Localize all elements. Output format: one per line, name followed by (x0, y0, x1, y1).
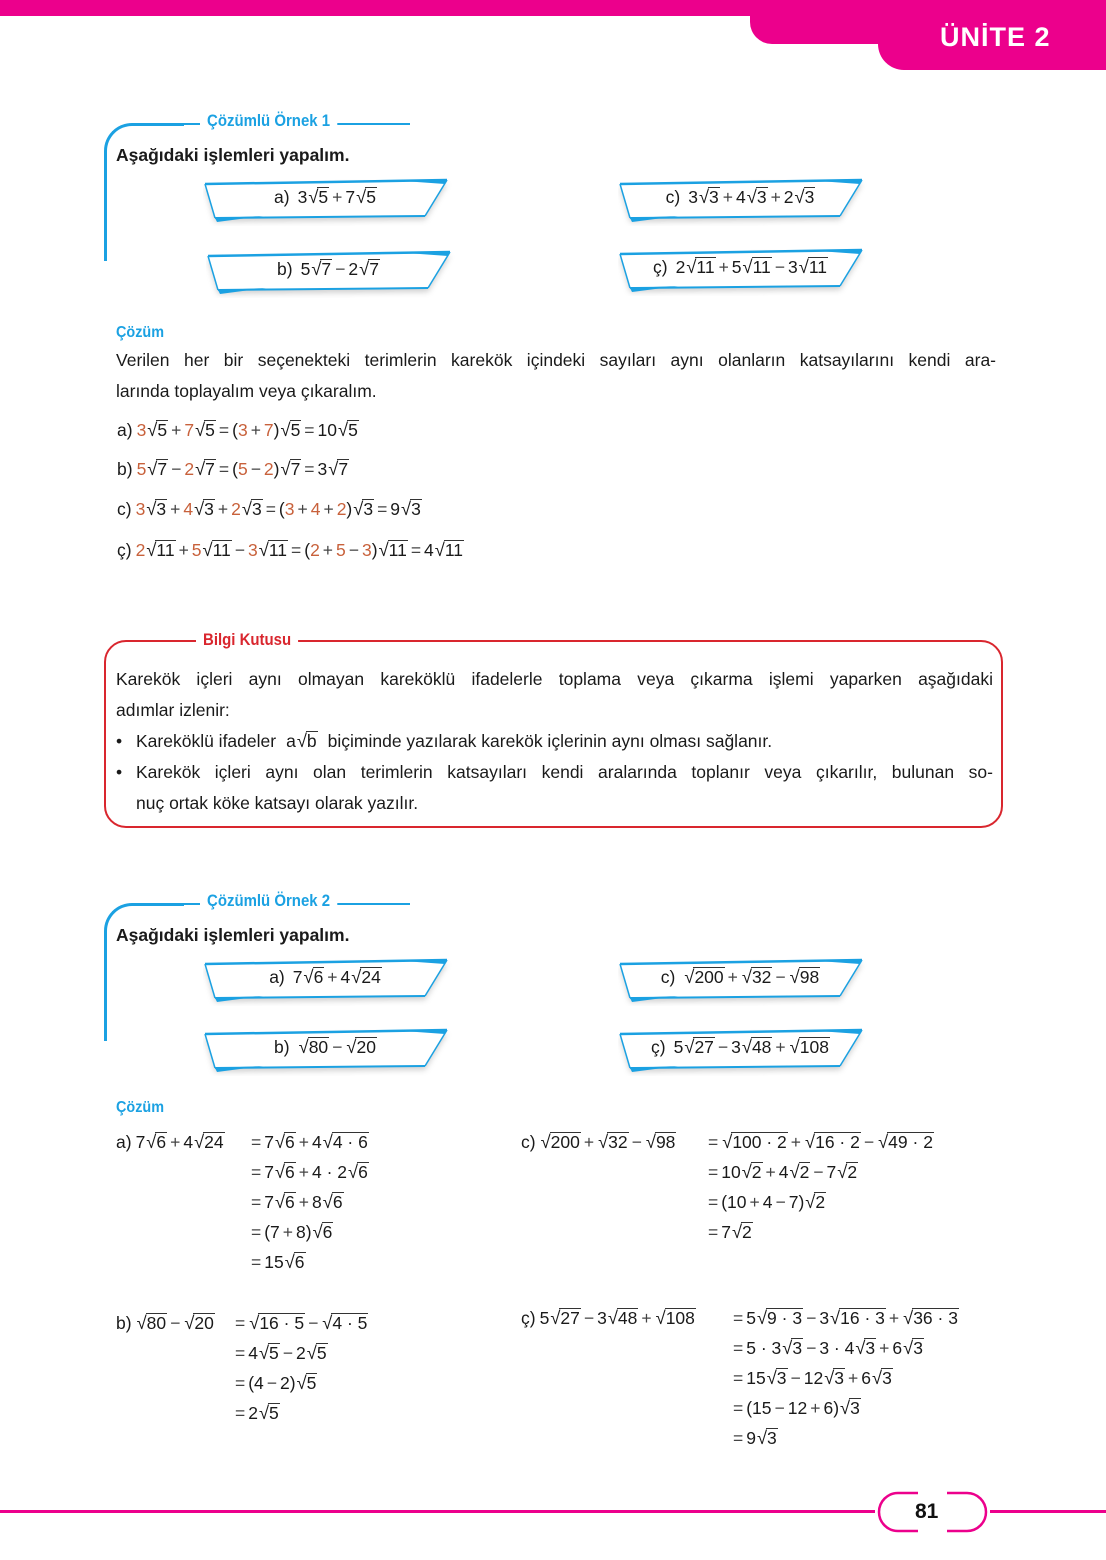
math-expression: = 5 · 3 √ 3 − 3 · 4 √ 3 + 6 √ 3 (733, 1337, 923, 1358)
radical-icon: √ (789, 966, 800, 987)
radical-icon: √ (782, 1337, 793, 1358)
radical-icon: √ (722, 1131, 733, 1152)
square-root: √ 7 (147, 458, 168, 479)
radical-icon: √ (741, 966, 752, 987)
square-root: √ 27 (550, 1307, 580, 1328)
square-root: √ 3 (194, 498, 214, 519)
radical-icon: √ (903, 1307, 914, 1328)
radical-icon: √ (903, 1337, 914, 1358)
info-box-intro (116, 664, 993, 726)
derivation-step (232, 1372, 317, 1394)
bullet-2-line-1: Karekök içleri aynı olan terimlerin katsayıları kendi aralarında toplanır veya çıkarılır, bulunan so- (136, 762, 993, 782)
radical-icon: √ (698, 186, 710, 207)
derivation-step (248, 1191, 344, 1213)
plate-text (618, 178, 863, 216)
math-expression: = 7 √ 6 + 4 · 2 √ 6 (251, 1161, 368, 1182)
info-bullet-2 (116, 757, 993, 819)
radical-icon: √ (684, 1036, 695, 1057)
square-root: √ 6 (348, 1161, 368, 1182)
item-label: ç) (117, 540, 132, 560)
math-expression: 3 √ 3 + 4 √ 3 + 2 √ 3 = ( 3 + 4 + 2 ) √ 3 = 9 √ 3 (135, 498, 421, 519)
square-root: √ 80 (298, 1036, 329, 1057)
math-expression: = 9 √ 3 (733, 1427, 777, 1448)
example1-solution-a (117, 419, 359, 441)
solution-text-line-1: Verilen her bir seçenekteki terimlerin karekök içindeki sayıları aynı olanların katsayılarını kendi ara- (116, 350, 996, 370)
square-root: √ 7 (359, 258, 379, 279)
square-root: √ 108 (655, 1307, 695, 1328)
example1-problem-a (203, 178, 448, 220)
example1-problem-b (206, 250, 451, 292)
bullet-1-math (286, 730, 318, 752)
math-expression: = 15 √ 6 (251, 1251, 305, 1272)
square-root: √ 6 (274, 1191, 295, 1212)
item-label: b) (274, 1036, 290, 1057)
square-root: √ 3 (872, 1367, 892, 1388)
square-root: √ 3 (401, 498, 421, 519)
bullet-icon: • (116, 731, 123, 751)
page-number: 81 (915, 1500, 939, 1523)
square-root: √ 2 (741, 1161, 762, 1182)
math-expression: = √ 100 · 2 + √ 16 · 2 − √ 49 · 2 (708, 1131, 933, 1152)
derivation-step (232, 1342, 328, 1364)
plate-text (203, 958, 448, 996)
bullet-1-text-after: biçiminde yazılarak karekök içlerinin aynı olması sağlanır. (327, 731, 773, 751)
radical-icon: √ (741, 1036, 752, 1057)
square-root: √ 200 (684, 966, 724, 987)
item-label: a) (116, 1132, 132, 1152)
radical-icon: √ (540, 1131, 551, 1152)
math-expression: √ 80 − √ 20 (136, 1312, 214, 1333)
square-root: √ 3 (782, 1337, 803, 1358)
derivation-step (705, 1131, 934, 1153)
derivation-step (730, 1367, 893, 1389)
radical-icon: √ (303, 966, 314, 987)
example1-solution-b (117, 458, 349, 480)
example1-solution-text (116, 345, 996, 407)
square-root: √ 9 · 3 (756, 1307, 803, 1328)
radical-icon: √ (184, 1312, 195, 1333)
radical-icon: √ (789, 1161, 800, 1182)
square-root: √ 4 · 6 (322, 1131, 368, 1152)
radical-icon: √ (878, 1131, 889, 1152)
math-expression: = (10 + 4 − 7) √ 2 (708, 1191, 826, 1212)
square-root: √ 5 (258, 1402, 279, 1423)
math-expression: 3 √ 3 + 4 √ 3 + 2 √ 3 (688, 186, 815, 207)
radical-icon: √ (136, 1312, 147, 1333)
item-label: c) (665, 186, 681, 207)
square-root: √ 5 (356, 186, 376, 207)
radical-icon: √ (684, 966, 695, 987)
example2-title: Çözümlü Örnek 2 (200, 891, 337, 911)
radical-icon: √ (731, 1221, 743, 1242)
bullet-icon: • (116, 762, 123, 782)
radical-icon: √ (258, 1402, 270, 1423)
square-root: √ 6 (146, 1131, 167, 1152)
square-root: √ 3 (756, 1427, 777, 1448)
square-root: √ 3 (698, 186, 719, 207)
radical-icon: √ (195, 458, 206, 479)
radical-icon: √ (280, 458, 291, 479)
example2-problem-b (203, 1028, 448, 1070)
math-expression: = 7 √ 6 + 8 √ 6 (251, 1191, 343, 1212)
math-expression: = √ 16 · 5 − √ 4 · 5 (235, 1312, 368, 1333)
radical-icon: √ (312, 1221, 323, 1242)
example2-instruction: Aşağıdaki işlemleri yapalım. (116, 925, 350, 945)
square-root: √ 49 · 2 (878, 1131, 933, 1152)
math-expression: 5 √ 7 − 2 √ 7 (300, 258, 379, 279)
derivation-lhs (116, 1131, 225, 1153)
radical-icon: √ (322, 1191, 333, 1212)
radical-icon: √ (756, 1427, 768, 1448)
radical-icon: √ (830, 1307, 841, 1328)
radical-icon: √ (274, 1131, 286, 1152)
derivation-step (730, 1307, 959, 1329)
square-root: √ 7 (280, 458, 301, 479)
square-root: √ 5 (258, 1342, 279, 1363)
square-root: √ 2 (789, 1161, 810, 1182)
square-root: √ 48 (741, 1036, 772, 1057)
square-root: √ 7 (195, 458, 215, 479)
math-expression: 2 √ 11 + 5 √ 11 − 3 √ 11 (675, 256, 827, 277)
square-root: √ 6 (312, 1221, 333, 1242)
radical-icon: √ (296, 1372, 307, 1393)
radical-icon: √ (306, 1342, 317, 1363)
square-root: √ 3 (353, 498, 374, 519)
square-root: √ 20 (346, 1036, 376, 1057)
example1-solution-cc (117, 539, 464, 561)
math-expression: 5 √ 27 − 3 √ 48 + √ 108 (539, 1307, 695, 1328)
square-root: √ 32 (598, 1131, 628, 1152)
radical-icon: √ (346, 1036, 357, 1057)
square-root: √ 11 (202, 539, 231, 560)
unit-label: ÜNİTE 2 (940, 22, 1051, 52)
square-root: √ 20 (184, 1312, 214, 1333)
item-label: a) (117, 420, 133, 440)
example2-problem-a (203, 958, 448, 1000)
item-label: b) (116, 1313, 132, 1333)
square-root: √ 3 (794, 186, 815, 207)
radical-icon: √ (789, 1036, 800, 1057)
info-intro-line-2: adımlar izlenir: (116, 700, 230, 720)
math-expression: = 5 √ 9 · 3 − 3 √ 16 · 3 + √ 36 · 3 (733, 1307, 958, 1328)
derivation-step (232, 1312, 368, 1334)
radical-icon: √ (274, 1161, 286, 1182)
radical-icon: √ (378, 539, 389, 560)
radical-icon: √ (328, 458, 339, 479)
math-expression: √ 200 + √ 32 − √ 98 (684, 966, 820, 987)
radical-icon: √ (146, 498, 157, 519)
square-root: √ 24 (194, 1131, 224, 1152)
radical-icon: √ (550, 1307, 561, 1328)
radical-icon: √ (311, 258, 322, 279)
example2-problem-cc (618, 1028, 863, 1070)
square-root: √ 80 (136, 1312, 167, 1333)
math-expression: = 7 √ 6 + 4 √ 4 · 6 (251, 1131, 368, 1152)
item-label: b) (277, 258, 293, 279)
radical-icon: √ (837, 1161, 848, 1182)
radical-icon: √ (840, 1397, 851, 1418)
math-expression: 3 √ 5 + 7 √ 5 (297, 186, 376, 207)
radical-icon: √ (296, 730, 307, 751)
derivation-step (248, 1131, 369, 1153)
radical-icon: √ (146, 539, 157, 560)
math-expression: 3 √ 5 + 7 √ 5 = ( 3 + 7 ) √ 5 = 10 √ 5 (136, 419, 358, 440)
radical-icon: √ (824, 1367, 835, 1388)
derivation-step (730, 1397, 861, 1419)
square-root: √ 98 (645, 1131, 676, 1152)
radical-icon: √ (195, 419, 206, 440)
radical-icon: √ (146, 1131, 157, 1152)
radical-icon: √ (258, 1342, 270, 1363)
footer-line-right (990, 1510, 1106, 1513)
square-root: √ 6 (284, 1251, 305, 1272)
square-root: √ 108 (789, 1036, 829, 1057)
radical-icon: √ (249, 1312, 260, 1333)
item-label: c) (660, 966, 676, 987)
math-expression: √ 200 + √ 32 − √ 98 (540, 1131, 676, 1152)
radical-icon: √ (353, 498, 364, 519)
radical-icon: √ (194, 498, 205, 519)
square-root: √ 4 · 5 (322, 1312, 368, 1333)
square-root: √ 3 (824, 1367, 845, 1388)
square-root: √ 3 (855, 1337, 876, 1358)
math-expression: 5 √ 7 − 2 √ 7 = ( 5 − 2 ) √ 7 = 3 √ 7 (136, 458, 349, 479)
info-intro-line-1: Karekök içleri aynı olmayan kareköklü ifadelerle toplama veya çıkarma işlemi yaparken aşağıdaki (116, 669, 993, 689)
radical-icon: √ (348, 1161, 359, 1182)
square-root: √ 11 (146, 539, 175, 560)
derivation-step (248, 1251, 306, 1273)
radical-icon: √ (434, 539, 445, 560)
radical-icon: √ (401, 498, 412, 519)
math-expression: = (4 − 2) √ 5 (235, 1372, 317, 1393)
derivation-lhs (116, 1312, 215, 1334)
radical-icon: √ (322, 1312, 333, 1333)
radical-icon: √ (655, 1307, 666, 1328)
math-expression: 2 √ 11 + 5 √ 11 − 3 √ 11 = ( 2 + 5 − 3 ) √ 11 = 4 √ 11 (135, 539, 464, 560)
radical-icon: √ (322, 1131, 333, 1152)
radical-icon: √ (351, 966, 362, 987)
radical-icon: √ (202, 539, 213, 560)
radical-icon: √ (766, 1367, 777, 1388)
radical-icon: √ (338, 419, 349, 440)
square-root: √ 6 (303, 966, 324, 987)
radical-icon: √ (742, 256, 753, 277)
square-root: √ 5 (147, 419, 168, 440)
radical-icon: √ (872, 1367, 883, 1388)
item-label: c) (521, 1132, 536, 1152)
square-root: √ 100 · 2 (722, 1131, 787, 1152)
square-root: √ 5 (280, 419, 301, 440)
info-box-title: Bilgi Kutusu (196, 630, 298, 650)
derivation-lhs (521, 1307, 696, 1329)
plate-text (618, 958, 863, 996)
square-root: √ 32 (741, 966, 772, 987)
example1-solution-title: Çözüm (116, 324, 164, 341)
square-root: √ 16 · 3 (830, 1307, 885, 1328)
derivation-step (705, 1161, 858, 1183)
radical-icon: √ (794, 186, 805, 207)
radical-icon: √ (194, 1131, 205, 1152)
square-root: √ 16 · 2 (805, 1131, 860, 1152)
square-root: √ 3 (840, 1397, 860, 1418)
plate-text (203, 1028, 448, 1066)
example1-problem-c (618, 178, 863, 220)
square-root: √ 3 (766, 1367, 787, 1388)
radical-icon: √ (686, 256, 697, 277)
derivation-step (730, 1427, 778, 1449)
square-root: √ 7 (311, 258, 332, 279)
math-expression: = (7 + 8) √ 6 (251, 1221, 333, 1242)
square-root: √ 200 (540, 1131, 580, 1152)
example2-frame (104, 903, 184, 1041)
radical-icon: √ (147, 419, 158, 440)
radical-icon: √ (147, 458, 158, 479)
radical-icon: √ (798, 256, 809, 277)
square-root: √ 5 (296, 1372, 317, 1393)
radical-icon: √ (308, 186, 319, 207)
example2-solution-title: Çözüm (116, 1099, 164, 1116)
derivation-step (705, 1191, 826, 1213)
math-expression: = 10 √ 2 + 4 √ 2 − 7 √ 2 (708, 1161, 858, 1182)
radical-icon: √ (607, 1307, 618, 1328)
derivation-lhs (521, 1131, 676, 1153)
plate-text (206, 250, 451, 288)
square-root: √ 6 (274, 1161, 295, 1182)
bullet-2-line-2: nuç ortak köke katsayı olarak yazılır. (136, 793, 419, 813)
radical-icon: √ (241, 498, 252, 519)
radical-icon: √ (258, 539, 269, 560)
square-root: √ 16 · 5 (249, 1312, 305, 1333)
plate-text (203, 178, 448, 216)
radical-icon: √ (805, 1131, 816, 1152)
example1-solution-c (117, 498, 422, 520)
radical-icon: √ (645, 1131, 656, 1152)
math-expression: a √ b (286, 730, 317, 751)
square-root: √ 48 (607, 1307, 638, 1328)
square-root: √ 11 (434, 539, 464, 560)
item-label: a) (269, 966, 285, 987)
example1-problem-cc (618, 248, 863, 290)
radical-icon: √ (598, 1131, 609, 1152)
item-label: ç) (653, 256, 668, 277)
math-expression: = 7 √ 2 (708, 1221, 752, 1242)
derivation-step (705, 1221, 753, 1243)
square-root: √ 5 (195, 419, 215, 440)
radical-icon: √ (855, 1337, 866, 1358)
square-root: √ 5 (338, 419, 358, 440)
solution-text-line-2: larında toplayalım veya çıkaralım. (116, 381, 377, 401)
radical-icon: √ (298, 1036, 309, 1057)
math-expression: 7 √ 6 + 4 √ 24 (292, 966, 381, 987)
square-root: √ 7 (328, 458, 349, 479)
example1-frame (104, 123, 184, 261)
derivation-step (248, 1221, 333, 1243)
math-expression: √ 80 − √ 20 (298, 1036, 376, 1057)
math-expression: = 4 √ 5 − 2 √ 5 (235, 1342, 327, 1363)
square-root: √ 6 (322, 1191, 343, 1212)
square-root: √ 5 (306, 1342, 327, 1363)
square-root: √ 2 (805, 1191, 826, 1212)
bullet-1-text-before: Kareköklü ifadeler (136, 731, 277, 751)
square-root: √ 5 (308, 186, 329, 207)
math-expression: = (15 − 12 + 6) √ 3 (733, 1397, 860, 1418)
math-expression: 5 √ 27 − 3 √ 48 + √ 108 (673, 1036, 829, 1057)
radical-icon: √ (359, 258, 370, 279)
item-label: a) (274, 186, 290, 207)
radical-icon: √ (284, 1251, 295, 1272)
info-bullet-1 (116, 730, 772, 752)
derivation-step (248, 1161, 369, 1183)
radical-icon: √ (741, 1161, 752, 1182)
item-label: ç) (521, 1308, 536, 1328)
square-root: √ 3 (146, 498, 167, 519)
plate-text (618, 1028, 863, 1066)
math-expression: = 15 √ 3 − 12 √ 3 + 6 √ 3 (733, 1367, 892, 1388)
item-label: c) (117, 499, 132, 519)
item-label: ç) (651, 1036, 666, 1057)
square-root: √ 2 (731, 1221, 752, 1242)
radical-icon: √ (746, 186, 757, 207)
square-root: √ 27 (684, 1036, 714, 1057)
square-root: √ 24 (351, 966, 381, 987)
radical-icon: √ (280, 419, 291, 440)
radical-icon: √ (756, 1307, 768, 1328)
example1-title: Çözümlü Örnek 1 (200, 111, 337, 131)
derivation-step (232, 1402, 280, 1424)
square-root: √ 11 (258, 539, 287, 560)
plate-text (618, 248, 863, 286)
square-root: √ 3 (903, 1337, 923, 1358)
item-label: b) (117, 459, 133, 479)
radical-icon: √ (356, 186, 367, 207)
derivation-step (730, 1337, 924, 1359)
radical-icon: √ (805, 1191, 816, 1212)
square-root: √ b (296, 730, 317, 751)
square-root: √ 11 (742, 256, 771, 277)
square-root: √ 6 (274, 1131, 295, 1152)
example1-instruction: Aşağıdaki işlemleri yapalım. (116, 145, 350, 165)
example2-problem-c (618, 958, 863, 1000)
square-root: √ 98 (789, 966, 820, 987)
square-root: √ 11 (686, 256, 715, 277)
square-root: √ 3 (241, 498, 262, 519)
square-root: √ 3 (746, 186, 767, 207)
footer-line-left (0, 1510, 875, 1513)
square-root: √ 2 (837, 1161, 858, 1182)
math-expression: 7 √ 6 + 4 √ 24 (135, 1131, 224, 1152)
radical-icon: √ (274, 1191, 286, 1212)
square-root: √ 11 (798, 256, 827, 277)
square-root: √ 36 · 3 (903, 1307, 958, 1328)
square-root: √ 11 (378, 539, 407, 560)
math-expression: = 2 √ 5 (235, 1402, 279, 1423)
